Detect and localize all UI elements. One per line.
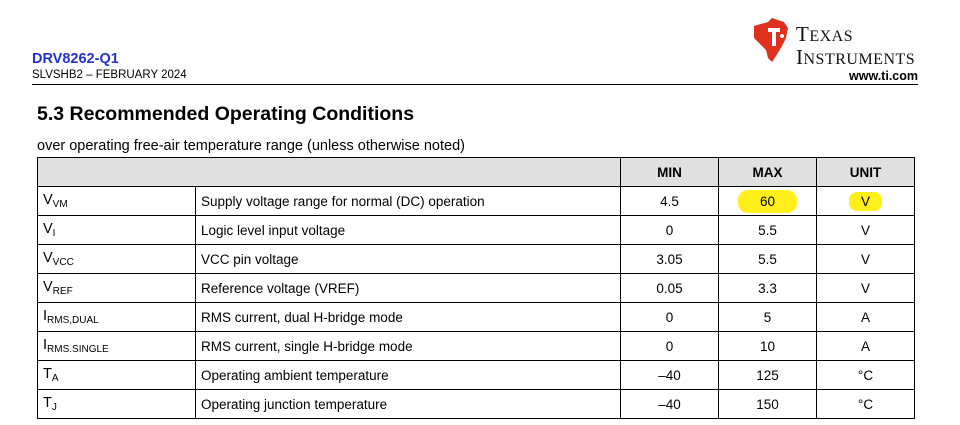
min-cell: 4.5: [621, 187, 719, 216]
section-title: 5.3 Recommended Operating Conditions: [37, 103, 415, 125]
unit-value-highlight: V: [849, 192, 882, 211]
max-cell: 125: [719, 361, 817, 390]
min-cell: 0: [621, 216, 719, 245]
symbol-cell: $V_I$: [38, 216, 196, 245]
table-row: [38, 361, 915, 390]
symbol-cell: $V_{VCC}$: [38, 245, 196, 274]
document-id: SLVSHB2 – FEBRUARY 2024: [32, 69, 187, 81]
header-blank-cell: [38, 158, 621, 187]
table-row: [38, 245, 915, 274]
unit-cell: A: [817, 332, 915, 361]
max-cell: 5.5: [719, 216, 817, 245]
max-value-highlight: 60: [738, 190, 797, 213]
symbol-cell: $T_A$: [38, 361, 196, 390]
parameter-cell: Reference voltage (VREF): [196, 274, 621, 303]
symbol-cell: $V_{REF}$: [38, 274, 196, 303]
section-subtitle: over operating free-air temperature range (unless otherwise noted): [37, 138, 465, 154]
ti-logo-text: TEXAS INSTRUMENTS: [796, 22, 916, 69]
min-cell: –40: [621, 390, 719, 419]
unit-cell: [817, 187, 915, 216]
min-cell: 0: [621, 303, 719, 332]
max-cell: [719, 187, 817, 216]
unit-cell: °C: [817, 361, 915, 390]
min-cell: –40: [621, 361, 719, 390]
unit-cell: °C: [817, 390, 915, 419]
header-min: MIN: [621, 158, 719, 187]
table-row: [38, 303, 915, 332]
parameter-cell: VCC pin voltage: [196, 245, 621, 274]
parameter-cell: RMS current, dual H-bridge mode: [196, 303, 621, 332]
max-cell: 10: [719, 332, 817, 361]
header-unit: UNIT: [817, 158, 915, 187]
unit-cell: V: [817, 216, 915, 245]
unit-cell: A: [817, 303, 915, 332]
max-cell: 5: [719, 303, 817, 332]
table-header-row: [38, 158, 915, 187]
unit-cell: V: [817, 245, 915, 274]
parameter-cell: Operating junction temperature: [196, 390, 621, 419]
symbol-cell: $I_{RMS,DUAL}$: [38, 303, 196, 332]
website-link[interactable]: www.ti.com: [849, 69, 918, 83]
table-row: [38, 332, 915, 361]
table-row: [38, 390, 915, 419]
header-max: MAX: [719, 158, 817, 187]
part-number: DRV8262-Q1: [32, 51, 119, 67]
table-row: [38, 187, 915, 216]
table-row: [38, 274, 915, 303]
max-cell: 5.5: [719, 245, 817, 274]
symbol-cell: $I_{RMS.SINGLE}$: [38, 332, 196, 361]
header-divider: [32, 84, 918, 85]
min-cell: 0: [621, 332, 719, 361]
max-cell: 3.3: [719, 274, 817, 303]
parameter-cell: Logic level input voltage: [196, 216, 621, 245]
symbol-cell: $V_{VM}$: [38, 187, 196, 216]
unit-cell: V: [817, 274, 915, 303]
parameter-cell: Supply voltage range for normal (DC) operation: [196, 187, 621, 216]
parameter-cell: Operating ambient temperature: [196, 361, 621, 390]
min-cell: 3.05: [621, 245, 719, 274]
parameter-cell: RMS current, single H-bridge mode: [196, 332, 621, 361]
max-cell: 150: [719, 390, 817, 419]
min-cell: 0.05: [621, 274, 719, 303]
table-row: [38, 216, 915, 245]
recommended-operating-conditions-table: [37, 157, 915, 419]
symbol-cell: $T_J$: [38, 390, 196, 419]
